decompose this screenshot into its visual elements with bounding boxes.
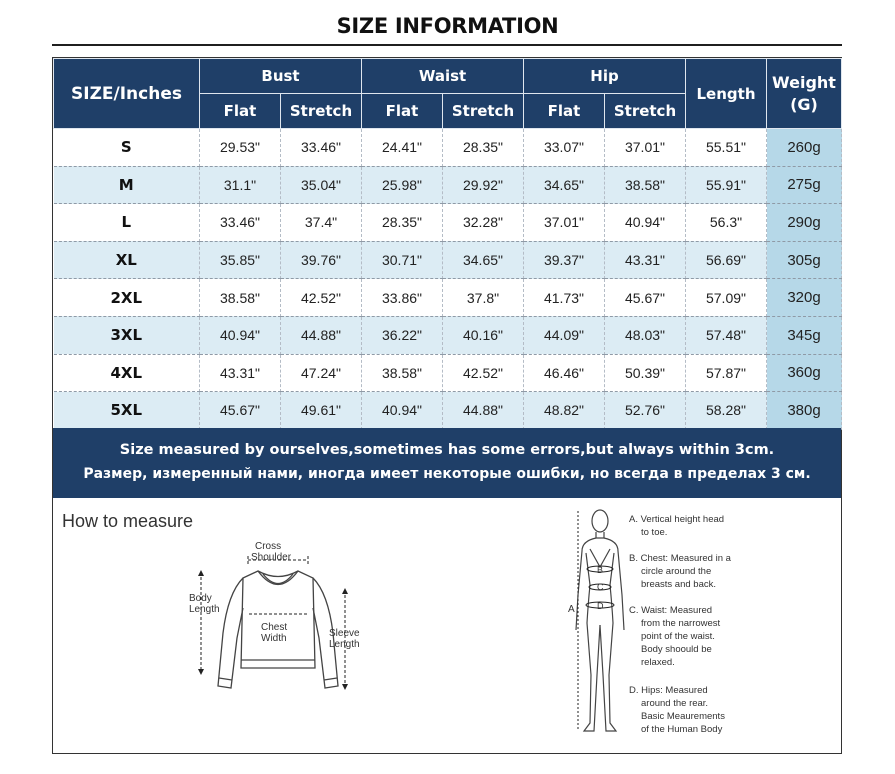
waist-stretch-cell: 29.92" [443,166,524,204]
chest-width-label-2: Width [261,633,287,644]
hip-flat-cell: 48.82" [524,392,605,430]
waist-flat-cell: 24.41" [362,129,443,167]
length-cell: 57.09" [686,279,767,317]
bust-flat-cell: 43.31" [200,354,281,392]
weight-cell: 360g [767,354,842,392]
weight-cell: 320g [767,279,842,317]
size-cell: 4XL [54,354,200,392]
size-cell: 2XL [54,279,200,317]
waist-header: Waist [362,59,524,94]
length-cell: 55.51" [686,129,767,167]
note-english: Size measured by ourselves,sometimes has some errors,but always within 3cm. [119,442,775,458]
legend-text [629,514,732,735]
human-figure-icon [576,510,624,731]
weight-cell: 275g [767,166,842,204]
waist-stretch-cell: 32.28" [443,204,524,242]
weight-cell: 290g [767,204,842,242]
table-row [54,241,842,279]
measurement-note [53,428,841,498]
bust-stretch-header: Stretch [281,94,362,129]
size-cell: 3XL [54,316,200,354]
hip-flat-cell: 34.65" [524,166,605,204]
size-cell: L [54,204,200,242]
hip-stretch-header: Stretch [605,94,686,129]
cross-shoulder-label-1: Cross [255,541,282,552]
legend-line: relaxed. [641,657,675,668]
hip-stretch-cell: 48.03" [605,316,686,354]
weight-header [767,59,842,129]
size-cell: M [54,166,200,204]
bust-stretch-cell: 47.24" [281,354,362,392]
legend-line: A. Vertical height head [629,514,725,525]
waist-flat-cell: 38.58" [362,354,443,392]
legend-line: breasts and back. [641,579,716,590]
size-cell: 5XL [54,392,200,430]
legend-line: Basic Meaurements [641,711,725,722]
waist-stretch-cell: 28.35" [443,129,524,167]
hip-stretch-cell: 45.67" [605,279,686,317]
size-table [53,58,842,430]
hip-flat-cell: 46.46" [524,354,605,392]
legend-line: of the Human Body [641,724,723,735]
waist-flat-cell: 25.98" [362,166,443,204]
size-header: SIZE/Inches [54,59,200,129]
bust-flat-cell: 45.67" [200,392,281,430]
page-title: SIZE INFORMATION [336,14,559,38]
weight-header-unit: (G) [790,94,818,114]
waist-stretch-cell: 37.8" [443,279,524,317]
bust-flat-cell: 38.58" [200,279,281,317]
size-cell: S [54,129,200,167]
garment-diagram [183,538,373,698]
sleeve-length-label-1: Sleeve [329,628,360,639]
bust-flat-cell: 33.46" [200,204,281,242]
waist-flat-cell: 33.86" [362,279,443,317]
waist-flat-cell: 36.22" [362,316,443,354]
bust-stretch-cell: 35.04" [281,166,362,204]
bust-stretch-cell: 49.61" [281,392,362,430]
how-to-measure-title: How to measure [62,511,194,531]
size-table-body [54,129,842,430]
legend-line: D. Hips: Measured [629,685,708,696]
table-row [54,129,842,167]
waist-stretch-cell: 40.16" [443,316,524,354]
legend-line: around the rear. [641,698,709,709]
waist-flat-header: Flat [362,94,443,129]
length-cell: 56.3" [686,204,767,242]
waist-flat-cell: 30.71" [362,241,443,279]
length-cell: 58.28" [686,392,767,430]
length-cell: 57.87" [686,354,767,392]
hip-flat-cell: 44.09" [524,316,605,354]
body-length-label-1: Body [189,593,212,604]
size-cell: XL [54,241,200,279]
length-header: Length [686,59,767,129]
sleeve-length-label-2: Length [329,639,360,650]
body-letter-b: B [597,565,604,575]
title-underline [52,44,842,46]
bust-flat-cell: 40.94" [200,316,281,354]
length-cell: 57.48" [686,316,767,354]
cross-shoulder-label-2: Shoulder [251,552,292,563]
hip-flat-cell: 33.07" [524,129,605,167]
hip-stretch-cell: 50.39" [605,354,686,392]
bust-flat-cell: 29.53" [200,129,281,167]
length-cell: 55.91" [686,166,767,204]
length-cell: 56.69" [686,241,767,279]
table-row [54,354,842,392]
bust-header: Bust [200,59,362,94]
waist-stretch-header: Stretch [443,94,524,129]
legend-line: from the narrowest [641,618,721,629]
table-row [54,316,842,354]
hip-stretch-cell: 43.31" [605,241,686,279]
body-letter-a: A [568,604,575,615]
hip-stretch-cell: 37.01" [605,129,686,167]
body-letter-c: C [597,582,604,592]
hip-flat-cell: 37.01" [524,204,605,242]
bust-stretch-cell: 42.52" [281,279,362,317]
waist-stretch-cell: 42.52" [443,354,524,392]
waist-flat-cell: 40.94" [362,392,443,430]
weight-cell: 345g [767,316,842,354]
legend-line: to toe. [641,527,668,538]
waist-stretch-cell: 34.65" [443,241,524,279]
bust-stretch-cell: 33.46" [281,129,362,167]
weight-cell: 380g [767,392,842,430]
body-diagram [560,505,630,743]
legend-line: B. Chest: Measured in a [629,553,731,564]
bust-flat-header: Flat [200,94,281,129]
bust-stretch-cell: 39.76" [281,241,362,279]
legend-line: circle around the [641,566,712,577]
hip-stretch-cell: 38.58" [605,166,686,204]
bust-stretch-cell: 37.4" [281,204,362,242]
hip-flat-cell: 41.73" [524,279,605,317]
hip-stretch-cell: 40.94" [605,204,686,242]
table-row [54,204,842,242]
body-length-label-2: Length [189,604,220,615]
table-row [54,166,842,204]
bust-flat-cell: 31.1" [200,166,281,204]
weight-header-label: Weight [772,72,836,92]
weight-cell: 260g [767,129,842,167]
waist-flat-cell: 28.35" [362,204,443,242]
waist-stretch-cell: 44.88" [443,392,524,430]
hip-stretch-cell: 52.76" [605,392,686,430]
table-row [54,392,842,430]
table-header-row [54,59,842,94]
weight-cell: 305g [767,241,842,279]
hip-header: Hip [524,59,686,94]
table-row [54,279,842,317]
note-russian: Размер, измеренный нами, иногда имеет некоторые ошибки, но всегда в пределах 3 см. [83,466,811,482]
bust-flat-cell: 35.85" [200,241,281,279]
chest-width-label-1: Chest [261,622,288,633]
measure-legend [625,510,755,740]
legend-line: C. Waist: Measured [629,605,713,616]
bust-stretch-cell: 44.88" [281,316,362,354]
hip-flat-header: Flat [524,94,605,129]
body-letter-d: D [597,601,604,611]
hip-flat-cell: 39.37" [524,241,605,279]
legend-line: point of the waist. [641,631,715,642]
legend-line: Body shoould be [641,644,712,655]
